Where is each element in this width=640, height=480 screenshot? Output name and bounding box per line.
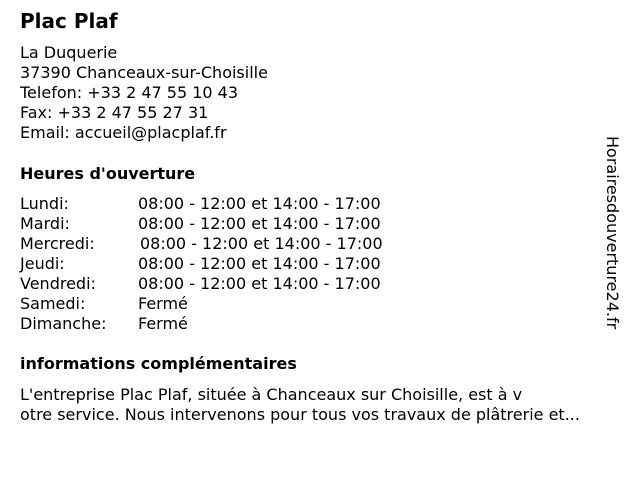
hours-row-samedi [20,294,440,314]
day-label: Vendredi: [20,274,96,293]
day-label: Samedi: [20,294,86,313]
site-watermark: Horairesdouverture24.fr [603,136,622,330]
day-hours: Fermé [138,294,188,313]
street-address: La Duquerie [20,43,118,62]
day-hours: 08:00 - 12:00 et 14:00 - 17:00 [138,194,381,213]
hours-heading: Heures d'ouverture [20,164,196,183]
day-label: Mardi: [20,214,70,233]
hours-row-jeudi [20,254,440,274]
day-hours: 08:00 - 12:00 et 14:00 - 17:00 [140,234,383,253]
day-label: Mercredi: [20,234,95,253]
city-address: 37390 Chanceaux-sur-Choisille [20,63,268,82]
description-text [20,385,632,425]
day-hours: 08:00 - 12:00 et 14:00 - 17:00 [138,274,381,293]
info-heading: informations complémentaires [20,354,297,373]
description-line-2: otre service. Nous intervenons pour tous vos travaux de plâtrerie et... [20,405,580,424]
hours-row-mercredi [20,234,440,254]
hours-row-lundi [20,194,440,214]
day-hours: 08:00 - 12:00 et 14:00 - 17:00 [138,254,381,273]
description-line-1: L'entreprise Plac Plaf, située à Chanceaux sur Choisille, est à v [20,385,523,404]
business-name: Plac Plaf [20,9,118,33]
fax-number: Fax: +33 2 47 55 27 31 [20,103,209,122]
day-label: Lundi: [20,194,69,213]
hours-table [20,194,440,334]
day-hours: Fermé [138,314,188,333]
email-address: Email: accueil@placplaf.fr [20,123,227,142]
phone-number: Telefon: +33 2 47 55 10 43 [20,83,239,102]
hours-row-dimanche [20,314,440,334]
day-label: Jeudi: [20,254,65,273]
day-label: Dimanche: [20,314,107,333]
address-block [20,43,268,143]
hours-row-vendredi [20,274,440,294]
day-hours: 08:00 - 12:00 et 14:00 - 17:00 [138,214,381,233]
hours-row-mardi [20,214,440,234]
